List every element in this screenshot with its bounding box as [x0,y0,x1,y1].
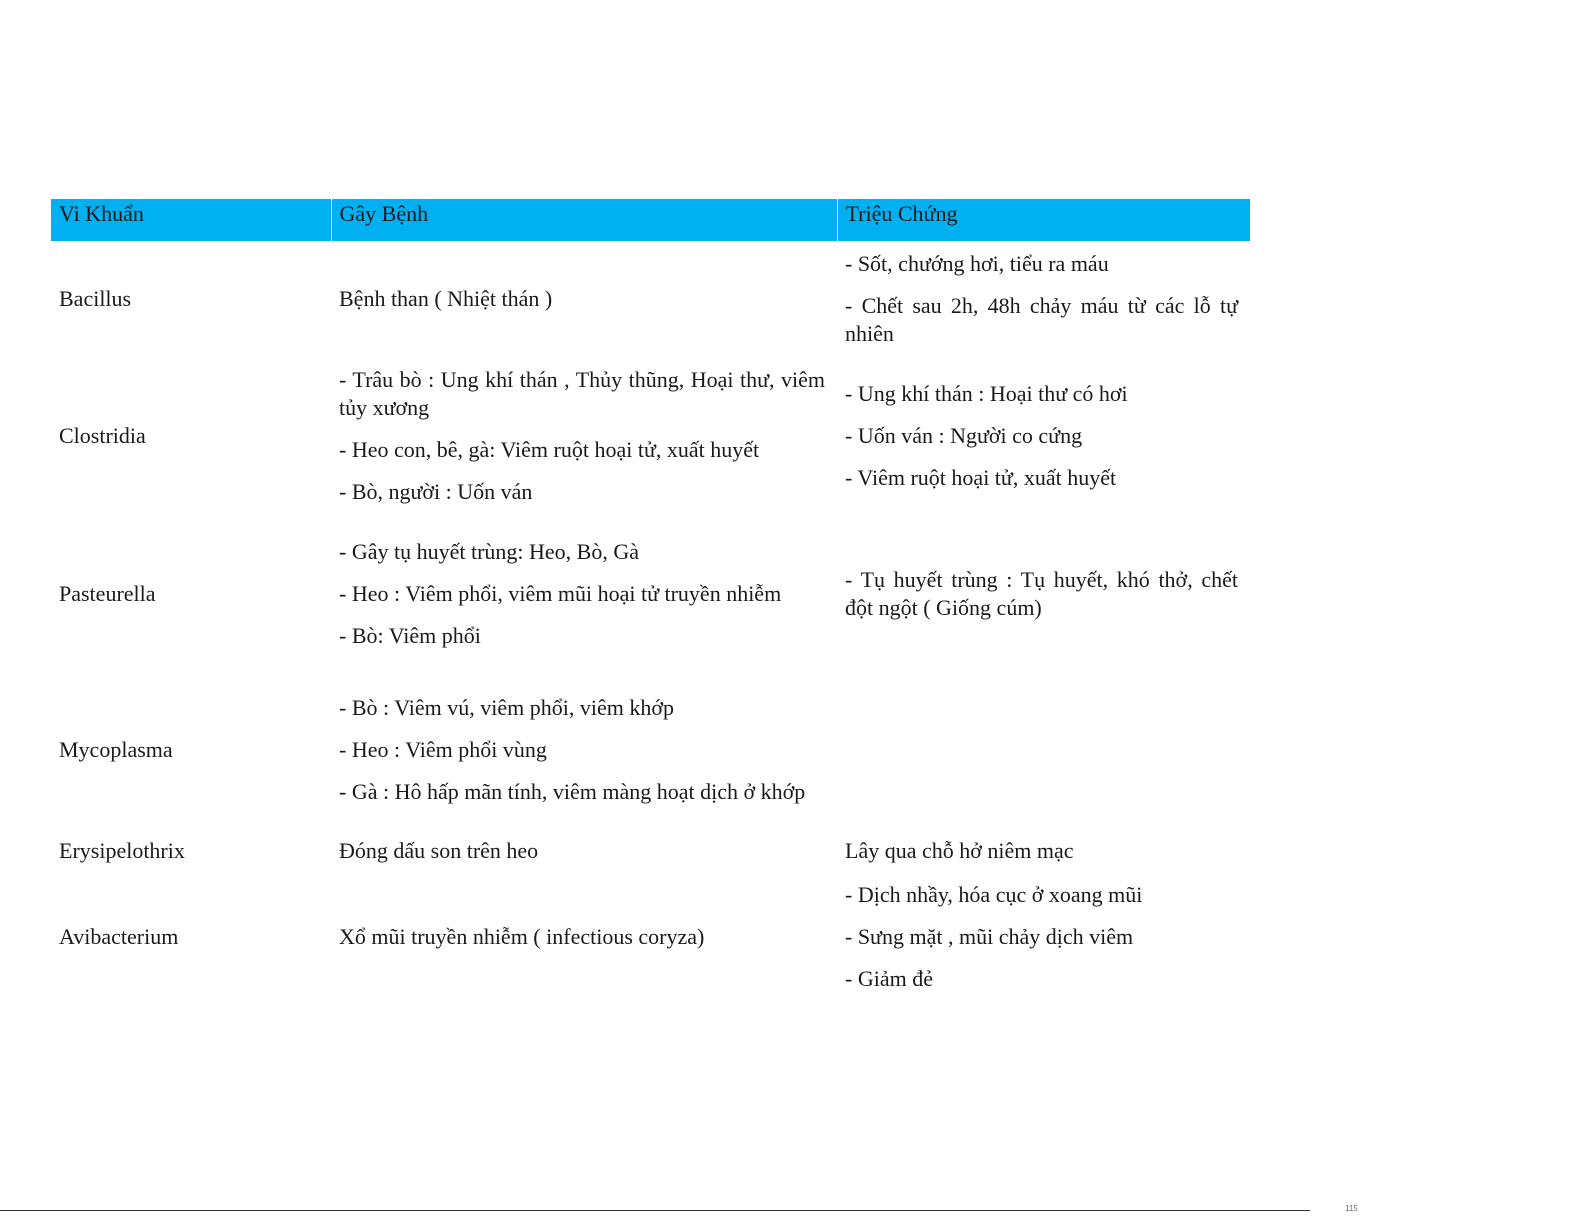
disease-cell [331,829,837,873]
table-row [51,873,1250,1001]
symptoms-cell [837,516,1250,671]
disease-line: Bệnh than ( Nhiệt thán ) [339,285,553,311]
disease-line: - Heo con, bê, gà: Viêm ruột hoại tử, xuất huyết [339,437,760,462]
disease-line: Xổ mũi truyền nhiễm ( infectious coryza) [339,924,705,949]
disease-line: - Gây tụ huyết trùng: Heo, Bò, Gà [339,538,639,564]
bacteria-cell: Clostridia [59,423,146,448]
symptom-line: - Giảm đẻ [845,966,933,991]
footer-divider [0,1210,1310,1211]
table-row [51,241,1250,356]
disease-line: - Bò, người : Uốn ván [339,479,533,504]
symptom-line: Lây qua chỗ hở niêm mạc [845,838,1074,863]
header-symptoms: Triệu Chứng [837,199,1250,241]
symptom-line: - Chết sau 2h, 48h chảy máu từ các lỗ tự nhiên [845,292,1238,346]
bacteria-disease-table [51,199,1250,1001]
disease-line: - Gà : Hô hấp mãn tính, viêm màng hoạt dịch ở khớp [339,779,806,804]
table-row [51,356,1250,516]
symptom-line: - Sưng mặt , mũi chảy dịch viêm [845,924,1134,949]
disease-cell [331,516,837,671]
header-row [51,199,1250,241]
symptom-line: - Ung khí thán : Hoại thư có hơi [845,381,1128,406]
header-bacteria: Vi Khuẩn [51,199,331,241]
table-row [51,516,1250,671]
bacteria-cell: Mycoplasma [59,737,173,762]
page-number: 115 [1345,1204,1358,1213]
symptom-line: - Viêm ruột hoại tử, xuất huyết [845,465,1117,490]
symptoms-cell [837,241,1250,356]
table-row [51,829,1250,873]
disease-line: - Bò : Viêm vú, viêm phổi, viêm khớp [339,695,674,720]
symptom-line: - Tụ huyết trùng : Tụ huyết, khó thở, chết đột ngột ( Giống cúm) [845,566,1238,620]
table-row [51,671,1250,829]
bacteria-cell: Avibacterium [59,924,179,949]
header-disease: Gây Bệnh [331,199,837,241]
disease-cell [331,356,837,516]
disease-line: - Trâu bò : Ung khí thán , Thủy thũng, Hoại thư, viêm tủy xương [339,367,825,420]
disease-line: - Heo : Viêm phổi vùng [339,737,547,762]
bacteria-cell: Erysipelothrix [59,838,185,863]
disease-cell [331,671,837,829]
bacteria-cell: Bacillus [59,285,132,311]
disease-cell [331,241,837,356]
disease-line: Đóng dấu son trên heo [339,838,539,863]
symptoms-cell [837,829,1250,873]
disease-cell [331,873,837,1001]
symptoms-cell [837,671,1250,829]
symptom-line: - Dịch nhầy, hóa cục ở xoang mũi [845,882,1143,907]
disease-line: - Bò: Viêm phổi [339,622,481,648]
disease-line: - Heo : Viêm phổi, viêm mũi hoại tử truyền nhiễm [339,580,782,606]
symptom-line: - Sốt, chướng hơi, tiểu ra máu [845,250,1109,276]
symptoms-cell [837,356,1250,516]
symptoms-cell [837,873,1250,1001]
bacteria-cell: Pasteurella [59,580,156,606]
symptom-line: - Uốn ván : Người co cứng [845,423,1083,448]
